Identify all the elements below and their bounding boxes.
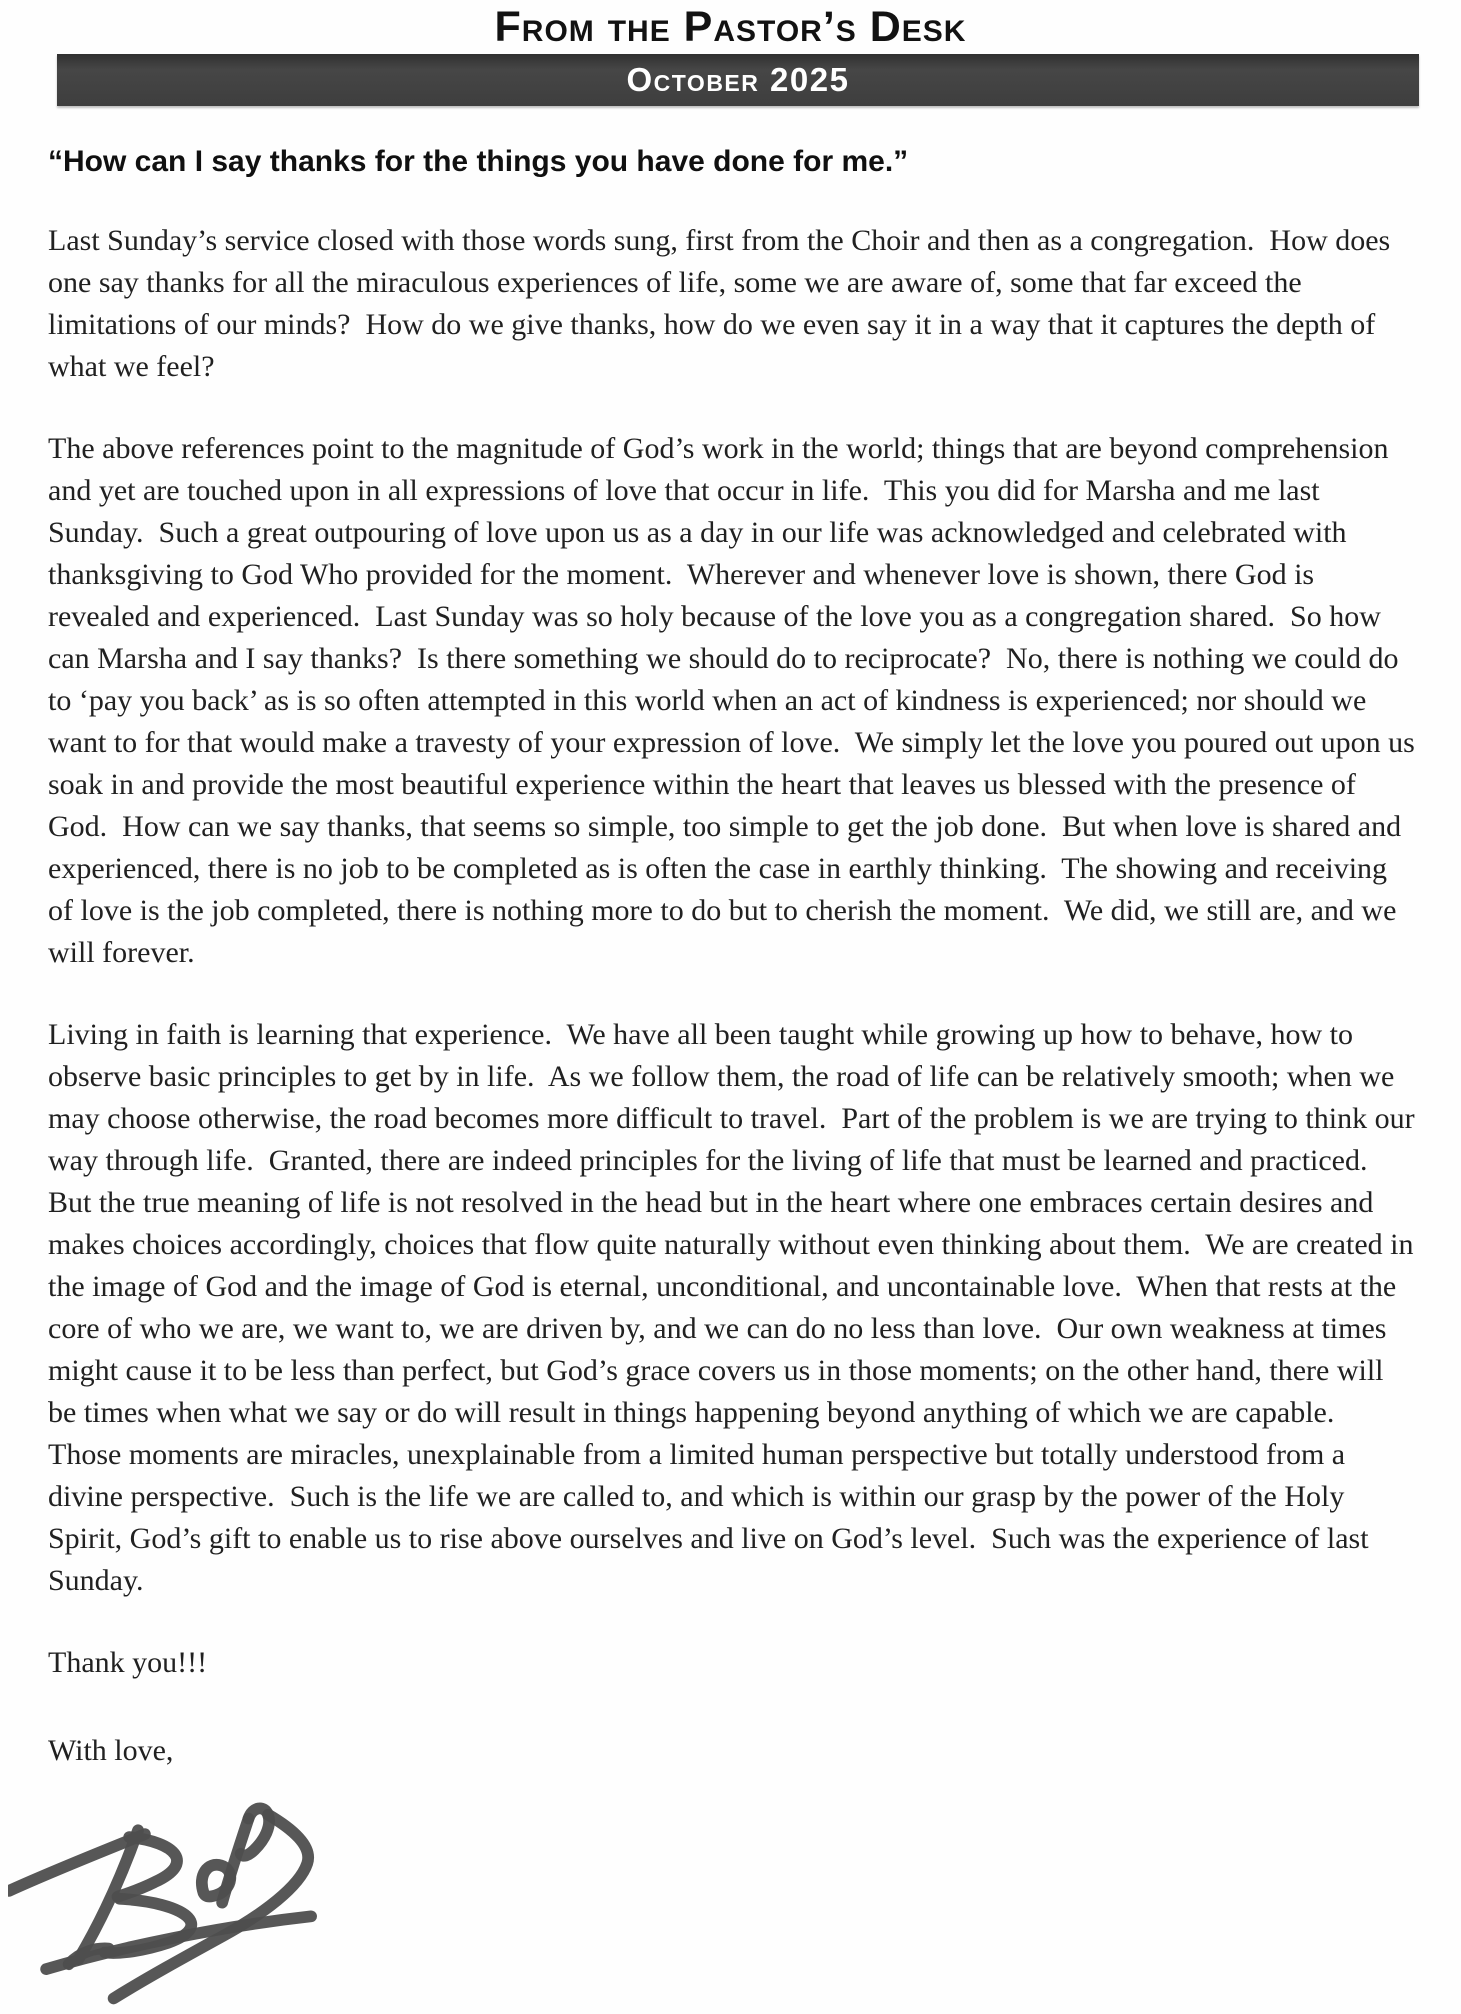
bob-signature-handwritten (8, 1802, 360, 2014)
newsletter-page (0, 3, 1461, 1772)
paragraph-3: Living in faith is learning that experience. We have all been taught while growing up how to behave, how to observe basic principles to get by in life. As we follow them, the road of life can be relatively smooth; when we may choose otherwise, the road becomes more difficult to travel. Part of the problem is we are trying to think our way through life. Granted, there are indeed principles for the living of life that must be learned and practiced. But the true meaning of life is not resolved in the head but in the heart where one embraces certain desires and makes choices accordingly, choices that flow quite naturally without even thinking about them. We are created in the image of God and the image of God is eternal, unconditional, and uncontainable love. When that rests at the core of who we are, we want to, we are driven by, and we can do no less than love. Our own weakness at times might cause it to be less than perfect, but God’s grace covers us in those moments; on the other hand, there will be times when what we say or do will result in things happening beyond anything of which we are capable. Those moments are miracles, unexplainable from a limited human perspective but totally understood from a divine perspective. Such is the life we are called to, and which is within our grasp by the power of the Holy Spirit, God’s gift to enable us to rise above ourselves and live on God’s level. Such was the experience of last Sunday. (48, 1018, 1423, 1597)
letter-body (0, 144, 1461, 1772)
closing-line: With love, (48, 1734, 174, 1767)
opening-quote: “How can I say thanks for the things you have done for me.” (48, 145, 909, 178)
paragraph-2: The above references point to the magnitude of God’s work in the world; things that are beyond comprehension and yet are touched upon in all expressions of love that occur in life. This you did for Marsha and me last Sunday. Such a great outpouring of love upon us as a day in our life was acknowledged and celebrated with thanksgiving to God Who provided for the moment. Wherever and whenever love is shown, there God is revealed and experienced. Last Sunday was so holy because of the love you as a congregation shared. So how can Marsha and I say thanks? Is there something we should do to reciprocate? No, there is nothing we could do to ‘pay you back’ as is so often attempted in this world when an act of kindness is experienced; nor should we want to for that would make a travesty of your expression of love. We simply let the love you poured out upon us soak in and provide the most beautiful experience within the heart that leaves us blessed with the presence of God. How can we say thanks, that seems so simple, too simple to get the job done. But when love is shared and experienced, there is no job to be completed as is often the case in earthly thinking. The showing and receiving of love is the job completed, there is nothing more to do but to cherish the moment. We did, we still are, and we will forever. (48, 432, 1423, 969)
month-banner (57, 54, 1419, 106)
page-title: From the Pastor’s Desk (494, 3, 967, 51)
paragraph-1: Last Sunday’s service closed with those words sung, first from the Choir and then as a congregation. How does one say thanks for all the miraculous experiences of life, some we are aware of, some that far exceed the limitations of our minds? How do we give thanks, how do we even say it in a way that it captures the depth of what we feel? (48, 224, 1398, 383)
thanks-line: Thank you!!! (48, 1646, 208, 1679)
month-banner-label: October 2025 (626, 61, 850, 98)
